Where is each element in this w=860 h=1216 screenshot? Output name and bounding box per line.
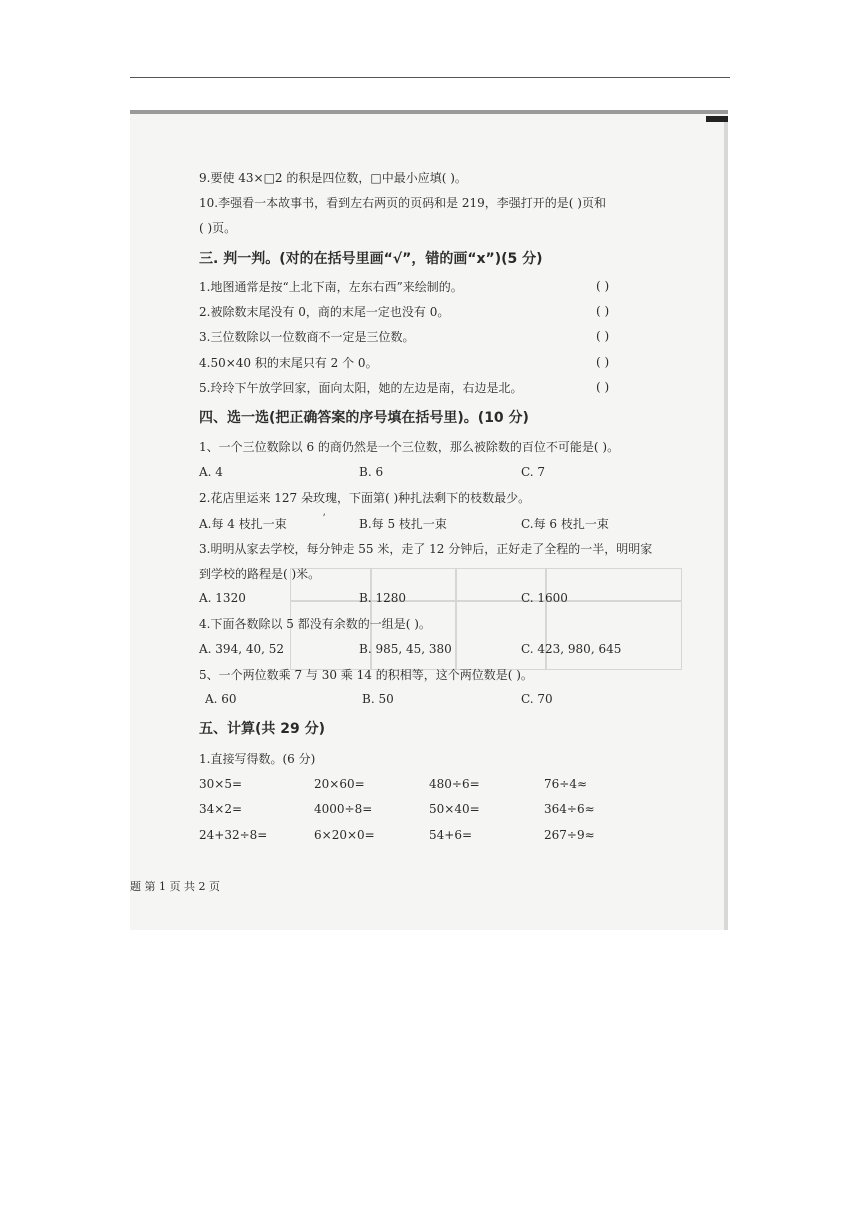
calc-cell: 6×20×0= <box>314 828 375 842</box>
header-rule <box>130 77 730 78</box>
judge-answer-blank-3: ( ) <box>596 329 610 343</box>
bleed-through-line <box>455 568 457 670</box>
choice-q3-stem-line2: 到学校的路程是( )米。 <box>199 567 321 581</box>
calc-cell: 20×60= <box>314 777 365 791</box>
choice-q3-option-c: C. 1600 <box>521 591 568 605</box>
calc-cell: 34×2= <box>199 802 243 816</box>
scan-speck: ʼ <box>322 512 326 525</box>
calc-cell: 76÷4≈ <box>544 777 588 791</box>
choice-q1-option-c: C. 7 <box>521 465 546 479</box>
calc-subsection-title: 1.直接写得数。(6 分) <box>199 752 316 766</box>
choice-q4-option-c: C. 423, 980, 645 <box>521 642 622 656</box>
calc-cell: 4000÷8= <box>314 802 373 816</box>
judge-answer-blank-1: ( ) <box>596 279 610 293</box>
section-3-title: 三. 判一判。(对的在括号里画“√”，错的画“x”)(5 分) <box>199 251 543 267</box>
calc-cell: 50×40= <box>429 802 480 816</box>
judge-item-3: 3.三位数除以一位数商不一定是三位数。 <box>199 330 415 344</box>
choice-q2-option-c: C.每 6 枝扎一束 <box>521 517 609 531</box>
scan-right-edge <box>724 122 728 930</box>
judge-answer-blank-2: ( ) <box>596 304 610 318</box>
choice-q3-stem-line1: 3.明明从家去学校，每分钟走 55 米，走了 12 分钟后，正好走了全程的一半，明明家 <box>199 542 653 556</box>
choice-q1-option-a: A. 4 <box>199 465 223 479</box>
calc-cell: 480÷6= <box>429 777 480 791</box>
choice-q3-option-b: B. 1280 <box>359 591 406 605</box>
question-10-line2: ( )页。 <box>199 221 237 235</box>
choice-q2-stem: 2.花店里运来 127 朵玫瑰，下面第( )种扎法剩下的枝数最少。 <box>199 491 531 505</box>
judge-item-1: 1.地图通常是按“上北下南，左东右西”来绘制的。 <box>199 280 463 294</box>
section-4-title: 四、选一选(把正确答案的序号填在括号里)。(10 分) <box>199 410 529 426</box>
calc-cell: 30×5= <box>199 777 243 791</box>
choice-q4-option-a: A. 394, 40, 52 <box>199 642 284 656</box>
judge-answer-blank-5: ( ) <box>596 380 610 394</box>
bleed-through-line <box>290 600 682 602</box>
choice-q5-stem: 5、一个两位数乘 7 与 30 乘 14 的积相等，这个两位数是( )。 <box>199 668 533 682</box>
calc-cell: 364÷6≈ <box>544 802 595 816</box>
judge-item-5: 5.玲玲下午放学回家，面向太阳，她的左边是南，右边是北。 <box>199 381 523 395</box>
page-footer: 题 第 1 页 共 2 页 <box>130 880 220 893</box>
section-5-title: 五、计算(共 29 分) <box>199 721 326 737</box>
judge-answer-blank-4: ( ) <box>596 355 610 369</box>
judge-item-2: 2.被除数末尾没有 0，商的末尾一定也没有 0。 <box>199 305 450 319</box>
choice-q5-option-c: C. 70 <box>521 692 553 706</box>
calc-cell: 54+6= <box>429 828 473 842</box>
calc-cell: 24+32÷8= <box>199 828 268 842</box>
choice-q4-option-b: B. 985, 45, 380 <box>359 642 452 656</box>
question-9: 9.要使 43×□2 的积是四位数，□中最小应填( )。 <box>199 171 467 185</box>
choice-q4-stem: 4.下面各数除以 5 都没有余数的一组是( )。 <box>199 617 431 631</box>
choice-q1-stem: 1、一个三位数除以 6 的商仍然是一个三位数，那么被除数的百位不可能是( )。 <box>199 440 620 454</box>
choice-q5-option-a: A. 60 <box>205 692 237 706</box>
question-10-line1: 10.李强看一本故事书，看到左右两页的页码和是 219，李强打开的是( )页和 <box>199 196 606 210</box>
scan-top-edge <box>130 110 728 114</box>
judge-item-4: 4.50×40 积的末尾只有 2 个 0。 <box>199 356 378 370</box>
choice-q3-option-a: A. 1320 <box>199 591 246 605</box>
choice-q2-option-b: B.每 5 枝扎一束 <box>359 517 447 531</box>
calc-cell: 267÷9≈ <box>544 828 595 842</box>
choice-q1-option-b: B. 6 <box>359 465 384 479</box>
choice-q5-option-b: B. 50 <box>362 692 394 706</box>
choice-q2-option-a: A.每 4 枝扎一束 <box>199 517 287 531</box>
